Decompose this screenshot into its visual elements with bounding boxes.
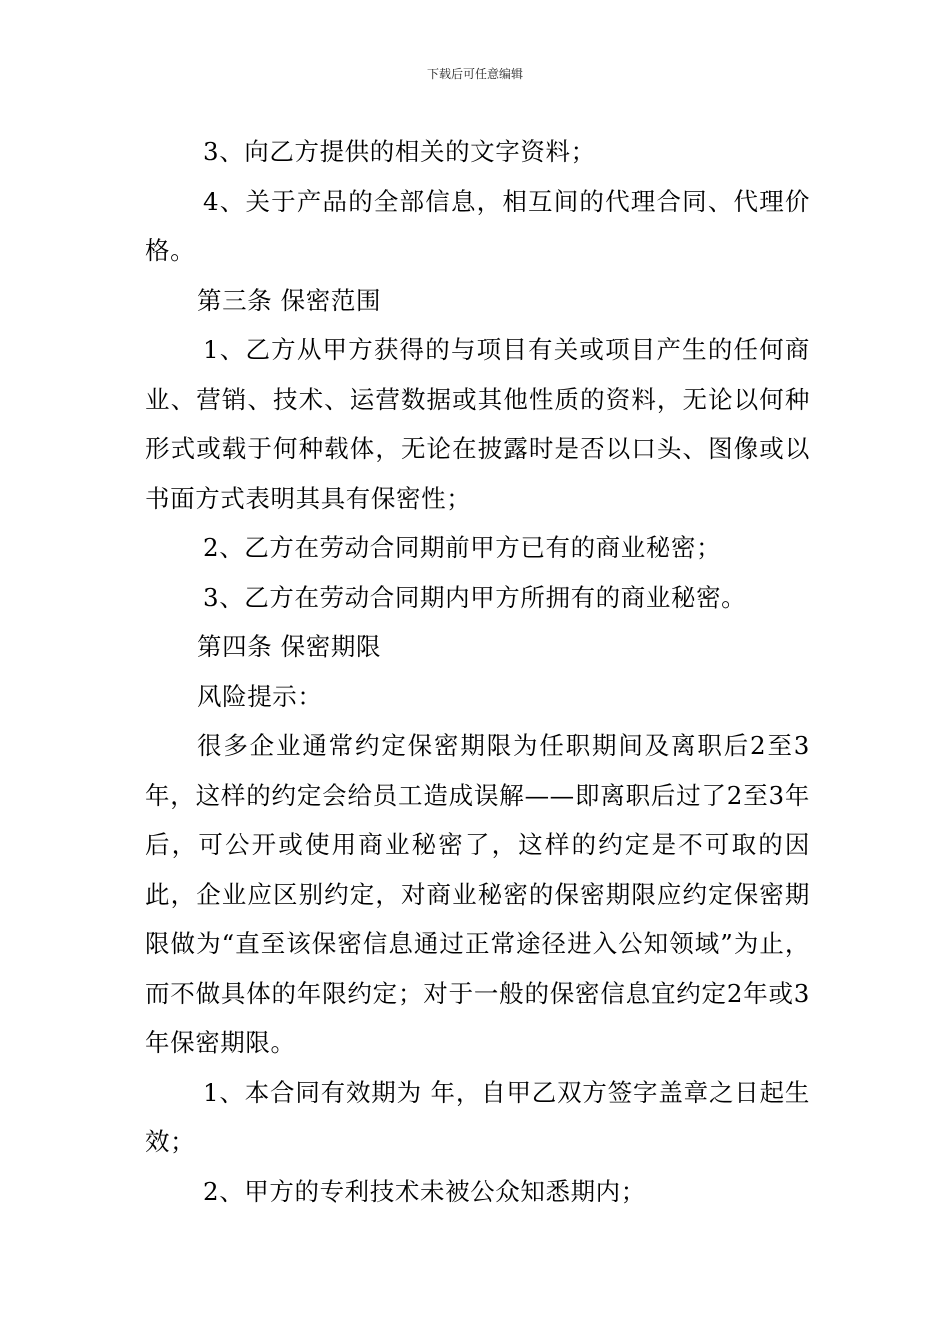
list-item: 1、本合同有效期为 年，自甲乙双方签字盖章之日起生效； bbox=[145, 1077, 810, 1156]
list-item: 3、向乙方提供的相关的文字资料； bbox=[203, 137, 596, 166]
section-heading: 第四条 保密期限 bbox=[197, 632, 382, 661]
list-item: 4、关于产品的全部信息，相互间的代理合同、代理价格。 bbox=[145, 186, 810, 265]
body-paragraph: 很多企业通常约定保密期限为任职期间及离职后2至3年，这样的约定会给员工造成误解——即离职后过了2至3年后，可公开或使用商业秘密了，这样的约定是不可取的因此，企业应区别约定，对商业秘密的保密期限应约定保密期限做为“直至该保密信息通过正常途径进入公知领域”为止，而不做具体的年限约定；对于一般的保密信息宜约定2年或3年保密期限。 bbox=[145, 731, 810, 1057]
list-item: 3、乙方在劳动合同期内甲方所拥有的商业秘密。 bbox=[203, 582, 747, 612]
list-item: 2、乙方在劳动合同期前甲方已有的商业秘密； bbox=[203, 533, 722, 562]
list-item: 2、甲方的专利技术未被公众知悉期内； bbox=[203, 1176, 646, 1206]
risk-note-heading: 风险提示： bbox=[197, 681, 323, 711]
document-body bbox=[145, 127, 810, 1216]
page-header: 下载后可任意编辑 bbox=[426, 67, 523, 81]
section-heading: 第三条 保密范围 bbox=[197, 285, 382, 315]
list-item: 1、乙方从甲方获得的与项目有关或项目产生的任何商业、营销、技术、运营数据或其他性质的资料，无论以何种形式或载于何种载体，无论在披露时是否以口头、图像或以书面方式表明其具有保密性； bbox=[145, 335, 810, 513]
